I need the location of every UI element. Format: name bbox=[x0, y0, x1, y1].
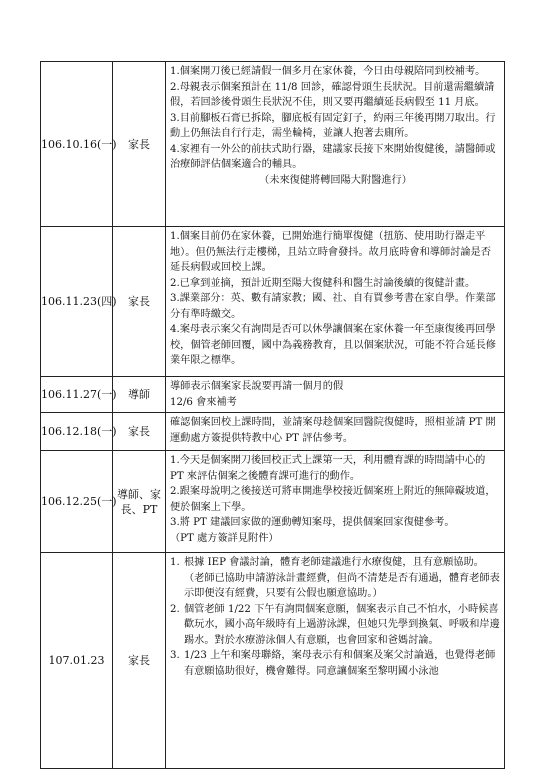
numbered-item bbox=[170, 602, 501, 649]
numbered-item bbox=[170, 555, 501, 602]
table-row bbox=[41, 451, 505, 553]
record-content bbox=[166, 227, 505, 377]
record-paragraph: 2.已拿到並摘，預計近期至陽大復健科和醫生討論後續的復健計畫。 bbox=[170, 277, 476, 289]
record-contact: 家長 bbox=[113, 553, 166, 769]
record-date: 106.12.18(一) bbox=[41, 413, 113, 451]
case-record-table bbox=[40, 61, 505, 769]
table-row bbox=[41, 62, 505, 227]
record-date: 106.10.16(一) bbox=[41, 62, 113, 227]
record-content bbox=[166, 62, 505, 227]
table-row bbox=[41, 553, 505, 769]
record-paragraph: 4.家裡有一外公的前扶式助行器，建議家長接下來開始復健後，請醫師或治療師評估個案適合的輔具。 bbox=[170, 143, 496, 170]
record-content bbox=[166, 377, 505, 413]
record-contact: 家長 bbox=[113, 62, 166, 227]
record-paragraph: 12/6 會來補考 bbox=[170, 396, 237, 408]
table-row bbox=[41, 377, 505, 413]
record-contact: 家長 bbox=[113, 413, 166, 451]
record-content bbox=[166, 553, 505, 769]
record-paragraph: 2.跟案母說明之後接送可將車開進學校接近個案班上附近的無障礙坡道，便於個案上下學。 bbox=[170, 486, 496, 513]
record-contact: 導師、家長、PT bbox=[113, 451, 166, 553]
record-note: （未來復健將轉回陽大附醫進行） bbox=[259, 174, 412, 186]
item-subnote: （老師已協助申請游泳計畫經費，但尚不清楚是否有通過，體育老師表示即便沒有經費，只要有公假也願意協助。） bbox=[184, 572, 500, 599]
record-paragraph: 3.課業部分：英、數有請家教；國、社、自有買參考書在家自學。作業部分有準時繳交。 bbox=[170, 293, 496, 320]
record-paragraph: 確認個案回校上課時間，並請案母趁個案回醫院復健時，照相並請 PT 開運動處方簽提供特教中心 PT 評估參考。 bbox=[170, 417, 496, 444]
record-paragraph: 3.目前腳板石膏已拆除，腳底板有固定釘子，約兩三年後再開刀取出。行動上仍無法自行行走，需坐輪椅，並讓人抱著去廁所。 bbox=[170, 112, 496, 139]
table-row bbox=[41, 227, 505, 377]
table-row bbox=[41, 413, 505, 451]
record-note: （PT 處方簽詳見附件） bbox=[170, 532, 279, 544]
item-text: 根據 IEP 會議討論，體育老師建議進行水療復健，且有意願協助。 bbox=[184, 557, 484, 568]
item-number: 1. bbox=[170, 557, 180, 568]
record-paragraph: 1.個案目前仍在家休養，已開始進行簡單復健（扭筋、使用助行器走平地）。但仍無法行走樓梯，且站立時會發抖。故月底時會和導師討論是否延長病假或回校上課。 bbox=[170, 231, 491, 273]
record-date: 107.01.23 bbox=[41, 553, 113, 769]
record-date: 106.12.25(一) bbox=[41, 451, 113, 553]
numbered-item bbox=[170, 648, 501, 679]
record-paragraph: 3.將 PT 建議回家做的運動轉知案母，提供個案回家復健參考。 bbox=[170, 517, 455, 528]
record-content bbox=[166, 413, 505, 451]
record-paragraph: 4.案母表示案父有詢問是否可以休學讓個案在家休養一年至康復後再回學校，個管老師回覆，國中為義務教育，且以個案狀況，可能不符合延長修業年限之標準。 bbox=[170, 324, 496, 366]
item-number: 3. bbox=[170, 650, 180, 661]
record-contact: 導師 bbox=[113, 377, 166, 413]
item-number: 2. bbox=[170, 603, 180, 615]
record-date: 106.11.23(四) bbox=[41, 227, 113, 377]
record-contact: 家長 bbox=[113, 227, 166, 377]
item-text: 1/23 上午和案母聯絡，案母表示有和個案及案父討論過，也覺得老師有意願協助很好，機會難得。同意讓個案至黎明國小泳池 bbox=[184, 650, 496, 677]
record-paragraph: 導師表示個案家長說要再請一個月的假 bbox=[170, 381, 344, 392]
item-text: 個管老師 1/22 下午有詢問個案意願，個案表示自己不怕水，小時候喜歡玩水，國小高年級時有上過游泳課，但她只先學到換氣、呼吸和岸邊踢水。對於水療游泳個人有意願，也會回家和爸媽討論。 bbox=[184, 603, 500, 646]
record-paragraph: 2.母親表示個案預計在 11/8 回診，確認骨頭生長狀況。目前還需繼續請假，若回診後骨頭生長狀況不佳，則又要再繼續延長病假至 11 月底。 bbox=[170, 81, 495, 108]
record-paragraph: 1.個案開刀後已經請假一個多月在家休養，今日由母親陪同到校補考。 bbox=[170, 66, 486, 77]
record-paragraph: 1.今天是個案開刀後回校正式上課第一天，利用體育課的時間請中心的 PT 來評估個案之後體育課可進行的動作。 bbox=[170, 455, 486, 482]
record-date: 106.11.27(一) bbox=[41, 377, 113, 413]
record-content bbox=[166, 451, 505, 553]
